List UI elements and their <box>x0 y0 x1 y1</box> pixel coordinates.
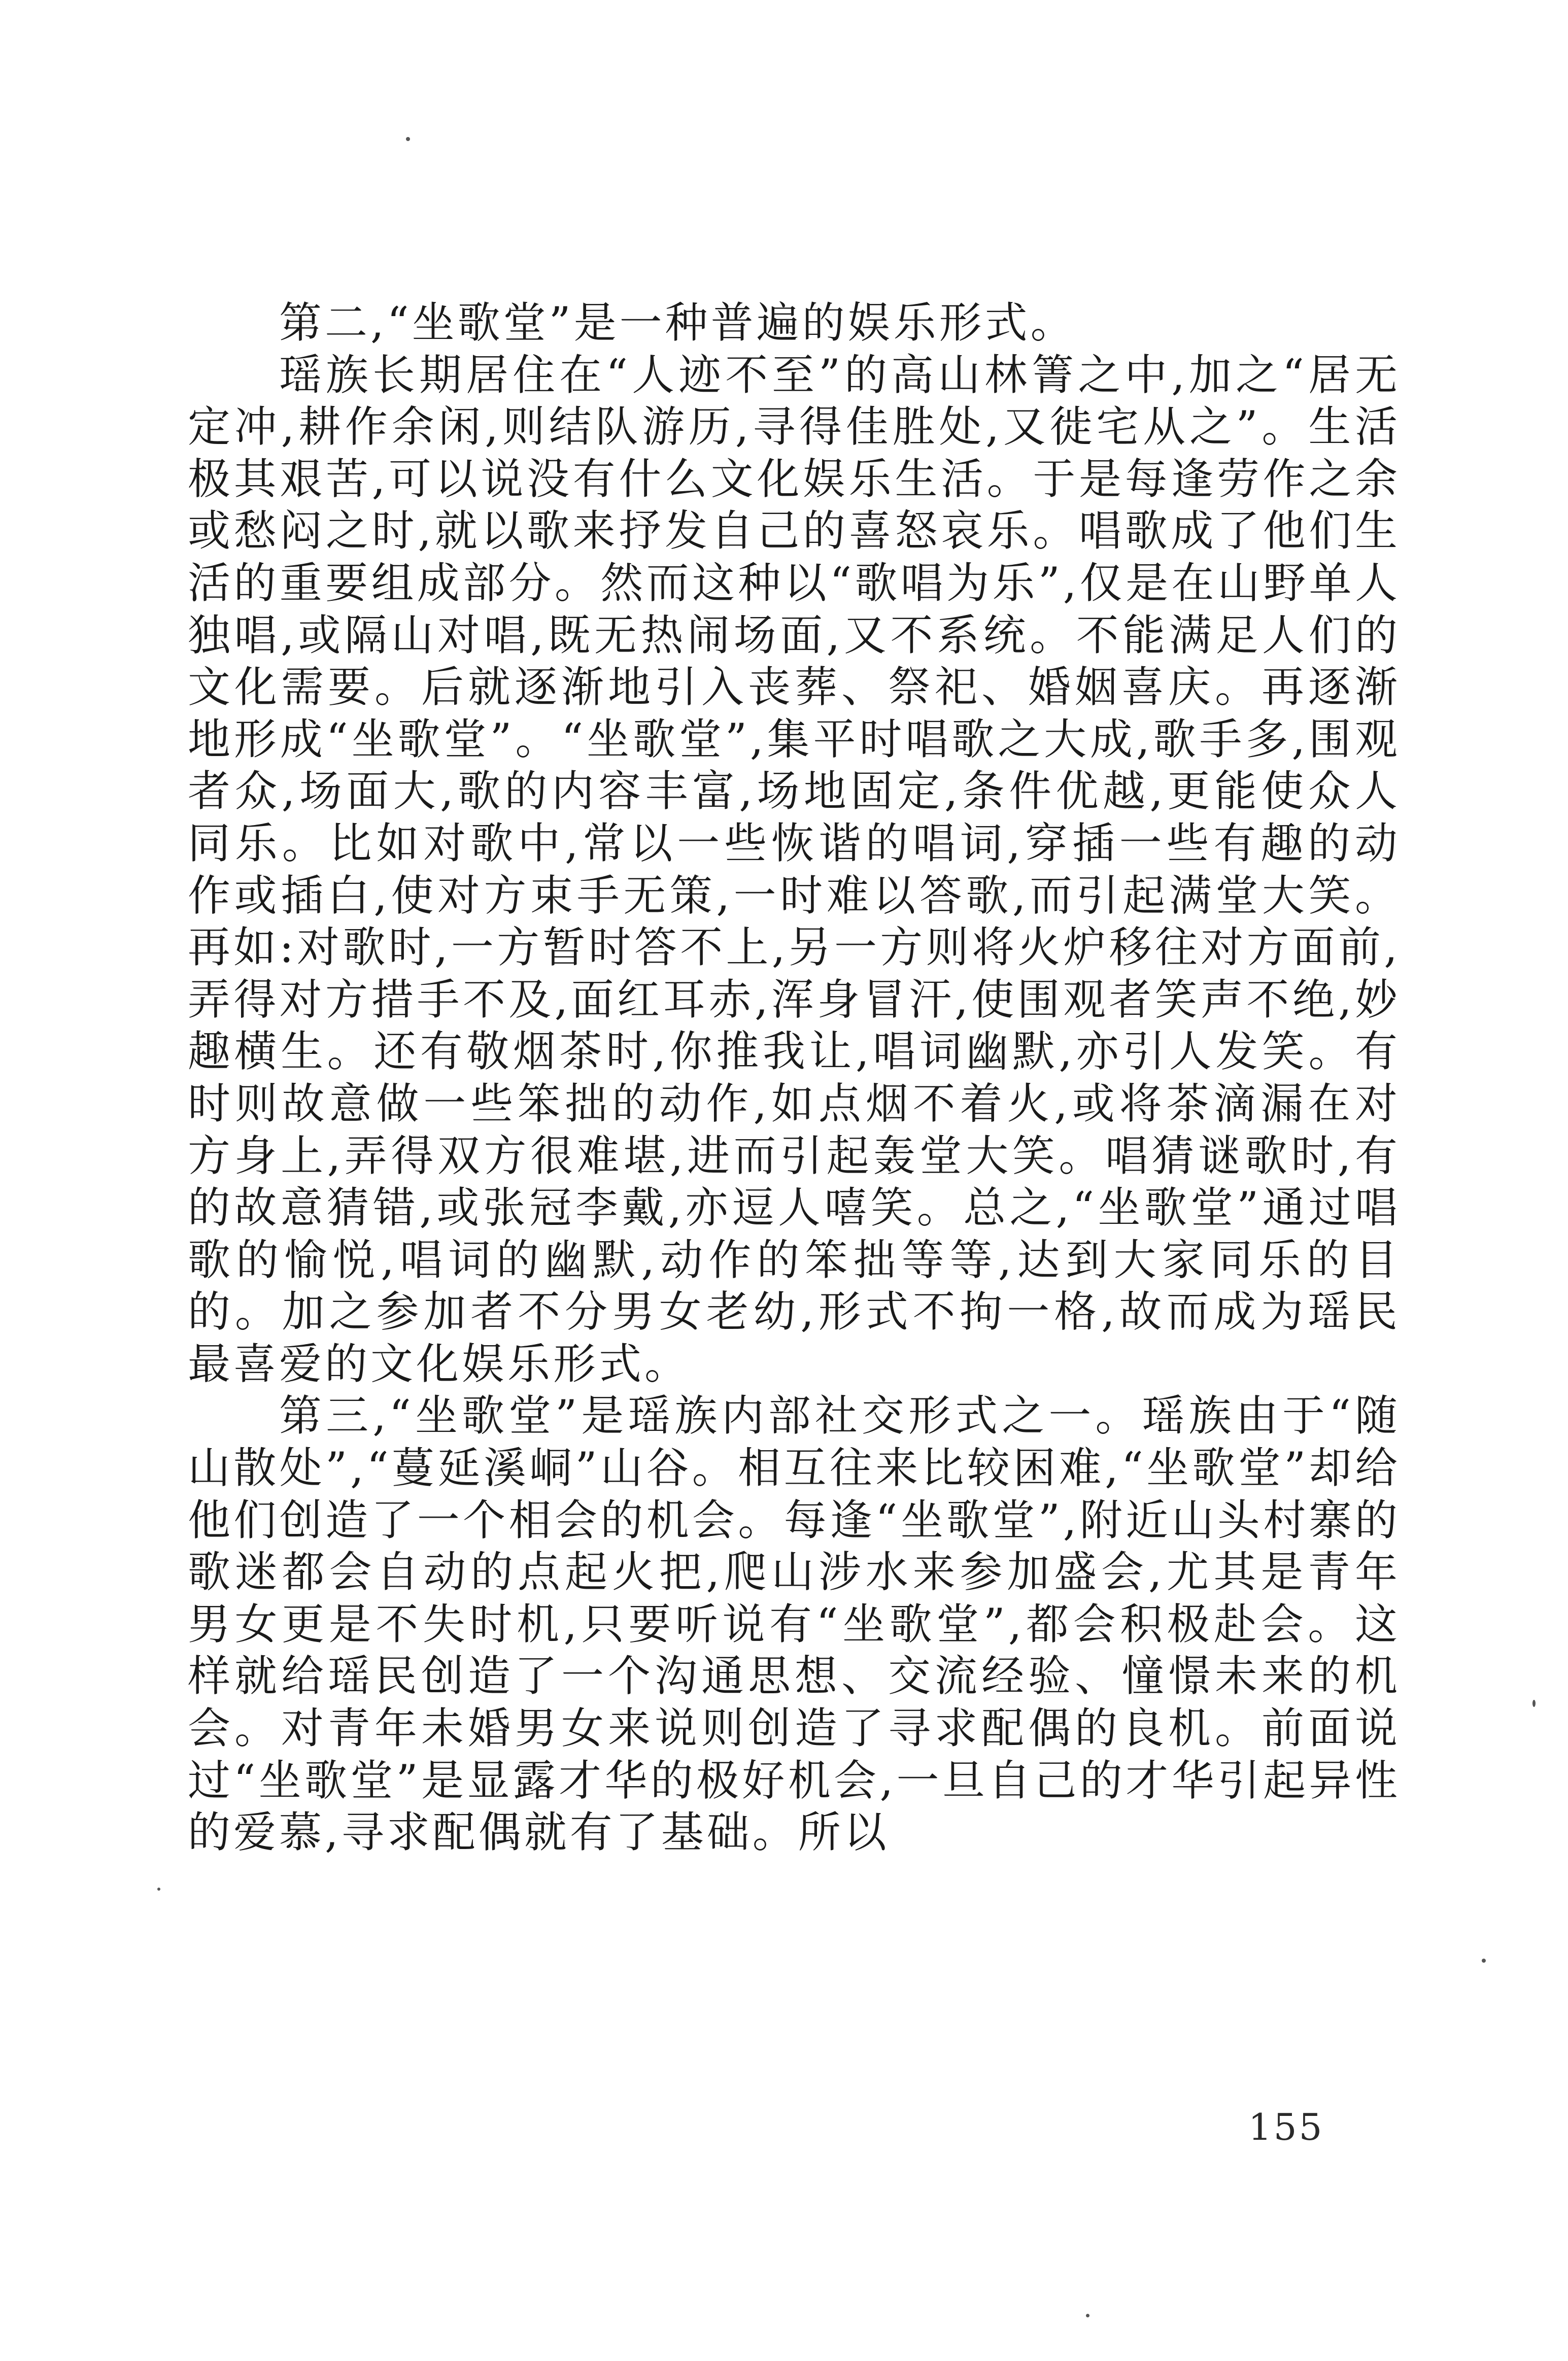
scan-speck <box>1532 1700 1536 1707</box>
paragraph-entertainment-detail: 瑶族长期居住在“人迹不至”的高山林箐之中,加之“居无定冲,耕作余闲,则结队游历,寻得佳胜处,又徙宅从之”。生活极其艰苦,可以说没有什么文化娱乐生活。于是每逢劳作之余或愁闷之时,就以歌来抒发自己的喜怒哀乐。唱歌成了他们生活的重要组成部分。然而这种以“歌唱为乐”,仅是在山野单人独唱,或隔山对唱,既无热闹场面,又不系统。不能满足人们的文化需要。后就逐渐地引入丧葬、祭祀、婚姻喜庆。再逐渐地形成“坐歌堂”。“坐歌堂”,集平时唱歌之大成,歌手多,围观者众,场面大,歌的内容丰富,场地固定,条件优越,更能使众人同乐。比如对歌中,常以一些恢谐的唱词,穿插一些有趣的动作或插白,使对方束手无策,一时难以答歌,而引起满堂大笑。再如:对歌时,一方暂时答不上,另一方则将火炉移往对方面前,弄得对方措手不及,面红耳赤,浑身冒汗,使围观者笑声不绝,妙趣横生。还有敬烟茶时,你推我让,唱词幽默,亦引人发笑。有时则故意做一些笨拙的动作,如点烟不着火,或将茶滴漏在对方身上,弄得双方很难堪,进而引起轰堂大笑。唱猜谜歌时,有的故意猜错,或张冠李戴,亦逗人嘻笑。总之,“坐歌堂”通过唱歌的愉悦,唱词的幽默,动作的笨拙等等,达到大家同乐的目的。加之参加者不分男女老幼,形式不拘一格,故而成为瑶民最喜爱的文化娱乐形式。 <box>188 350 1401 1389</box>
scan-speck <box>1086 2314 1089 2317</box>
scan-speck <box>1482 1959 1486 1963</box>
page-number: 155 <box>1248 2106 1324 2148</box>
scan-speck <box>157 1888 160 1891</box>
body-text <box>188 297 1401 1859</box>
paragraph-third-point: 第三,“坐歌堂”是瑶族内部社交形式之一。瑶族由于“随山散处”,“蔓延溪峒”山谷。相互往来比较困难,“坐歌堂”却给他们创造了一个相会的机会。每逢“坐歌堂”,附近山头村寨的歌迷都会自动的点起火把,爬山涉水来参加盛会,尤其是青年男女更是不失时机,只要听说有“坐歌堂”,都会积极赴会。这样就给瑶民创造了一个沟通思想、交流经验、憧憬未来的机会。对青年未婚男女来说则创造了寻求配偶的良机。前面说过“坐歌堂”是显露才华的极好机会,一旦自己的才华引起异性的爱慕,寻求配偶就有了基础。所以 <box>188 1391 1401 1858</box>
scan-speck <box>406 137 410 141</box>
paragraph-second-point: 第二,“坐歌堂”是一种普遍的娱乐形式。 <box>279 298 1076 348</box>
